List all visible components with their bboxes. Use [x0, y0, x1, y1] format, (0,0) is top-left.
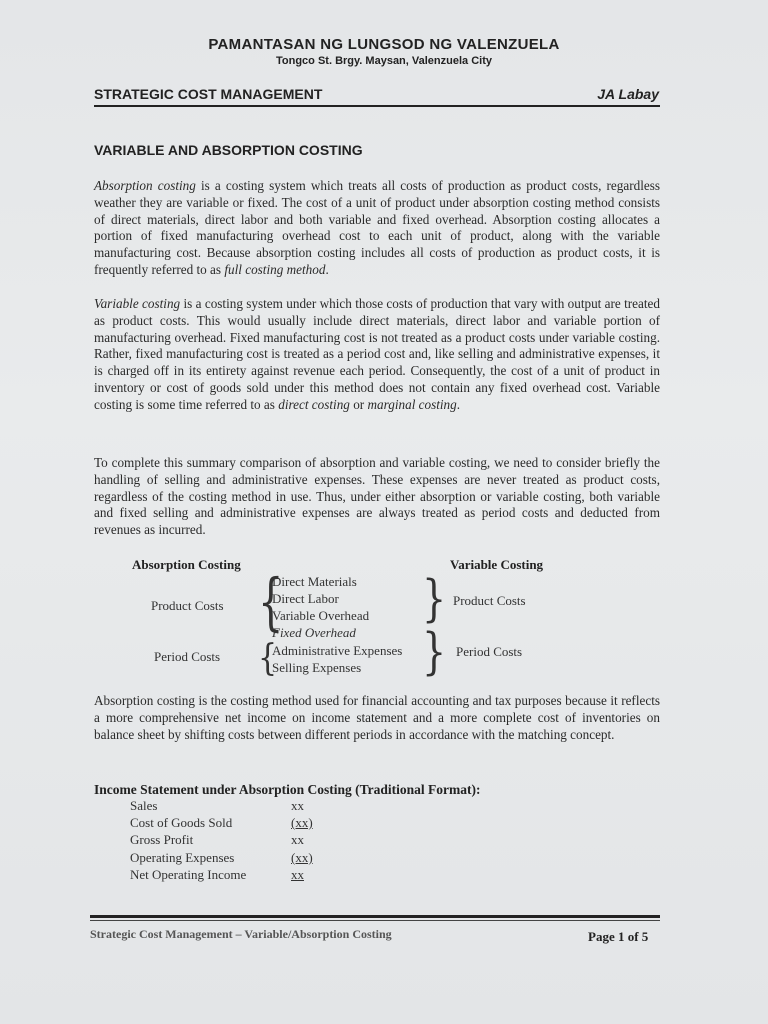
- paragraph-end: .: [456, 396, 461, 412]
- left-brace-period: {: [258, 637, 278, 680]
- footer-rule: [90, 915, 660, 918]
- cost-item: Direct Materials: [272, 574, 357, 589]
- row-value: (xx): [291, 815, 313, 830]
- row-label: Net Operating Income: [130, 867, 247, 882]
- absorption-period-costs-label: Period Costs: [154, 649, 221, 664]
- income-statement-row: [0, 867, 768, 884]
- row-label: Operating Expenses: [130, 850, 235, 865]
- term-variable-costing: Variable costing: [94, 296, 181, 311]
- paragraph-variable-costing: [94, 296, 660, 414]
- row-value: xx: [291, 867, 304, 882]
- right-brace-product: }: [422, 570, 447, 628]
- cost-item: Selling Expenses: [272, 660, 362, 675]
- course-title: STRATEGIC COST MANAGEMENT: [94, 86, 323, 102]
- institution-name: PAMANTASAN NG LUNGSOD NG VALENZUELA: [208, 36, 560, 53]
- row-label: Gross Profit: [130, 832, 194, 847]
- header-rule: [94, 105, 660, 107]
- footer-rule-thin: [90, 920, 660, 921]
- income-statement-row: [0, 832, 768, 849]
- term-absorption-costing: Absorption costing: [94, 178, 196, 193]
- variable-product-costs-label: Product Costs: [453, 593, 526, 608]
- right-brace-period: }: [422, 623, 447, 681]
- paragraph-absorption-costing: [94, 178, 660, 279]
- left-brace-product: {: [258, 567, 284, 639]
- variable-period-costs-label: Period Costs: [456, 644, 523, 659]
- row-value: xx: [291, 798, 304, 813]
- term-direct-costing: direct costing: [278, 396, 350, 412]
- paragraph-text: or: [349, 396, 368, 412]
- income-statement-row: [0, 850, 768, 867]
- cost-item: Fixed Overhead: [272, 625, 356, 640]
- cost-item: Direct Labor: [272, 591, 339, 606]
- paragraph-text: is a costing system which treats all costs of production as product costs, regardless weather they are variable or fixed. The cost of a unit of product under absorption costing method consists of direct materials, direct labor and both variable and fixed overhead. Absorption costing allocates a portion of fixed manufacturing overhead cost to each unit of product, along with the variable manufacturing cost. Because absorption costing includes all costs of production as product costs, it is frequently referred to as: [94, 178, 660, 277]
- paragraph-absorption-purpose: Absorption costing is the costing method used for financial accounting and tax purposes because it reflects a more comprehensive net income on income statement and a more complete cost of inventories on balance sheet by shifting costs between different periods in accordance with the matching concept.: [94, 693, 660, 742]
- variable-costing-heading: Variable Costing: [450, 557, 544, 572]
- paragraph-text: is a costing system under which those costs of production that vary with output are treated as product costs. This would usually include direct materials, direct labor and variable portion of manufacturing overhead. Fixed manufacturing cost is not treated as a product costs under variable costing. Rather, fixed manufacturing cost is treated as a period cost and, like selling and administrative expenses, it is charged off in its entirety against revenue each period. Consequently, the cost of a unit of product in inventory or cost of goods sold under this method does not contain any fixed overhead cost. Variable costing is some time referred to as: [94, 296, 661, 412]
- income-statement-title: Income Statement under Absorption Costing (Traditional Format):: [94, 782, 481, 797]
- cost-item: Administrative Expenses: [272, 643, 403, 658]
- institution-address: Tongco St. Brgy. Maysan, Valenzuela City: [276, 55, 492, 67]
- paragraph-end: .: [325, 261, 329, 277]
- cost-item: Variable Overhead: [272, 608, 370, 623]
- author-name: JA Labay: [597, 86, 659, 102]
- paragraph-selling-admin: To complete this summary comparison of absorption and variable costing, we need to consider briefly the handling of selling and administrative expenses. These expenses are never treated as product costs, regardless of the costing method in use. Thus, under either absorption or variable costing, both variable and fixed selling and administrative expenses are always treated as period costs and deducted from revenues as incurred.: [94, 455, 660, 538]
- absorption-product-costs-label: Product Costs: [151, 598, 224, 613]
- row-label: Sales: [130, 798, 158, 813]
- page-number: Page 1 of 5: [588, 929, 649, 944]
- income-statement-row: [0, 798, 768, 815]
- row-value: xx: [291, 832, 304, 847]
- footer-course: Strategic Cost Management – Variable/Absorption Costing: [90, 927, 392, 941]
- term-full-costing: full costing method: [224, 261, 326, 277]
- document-title: VARIABLE AND ABSORPTION COSTING: [94, 142, 363, 158]
- row-value: (xx): [291, 850, 313, 865]
- absorption-costing-heading: Absorption Costing: [132, 557, 241, 572]
- income-statement-row: [0, 815, 768, 832]
- term-marginal-costing: marginal costing: [367, 396, 457, 412]
- row-label: Cost of Goods Sold: [130, 815, 233, 830]
